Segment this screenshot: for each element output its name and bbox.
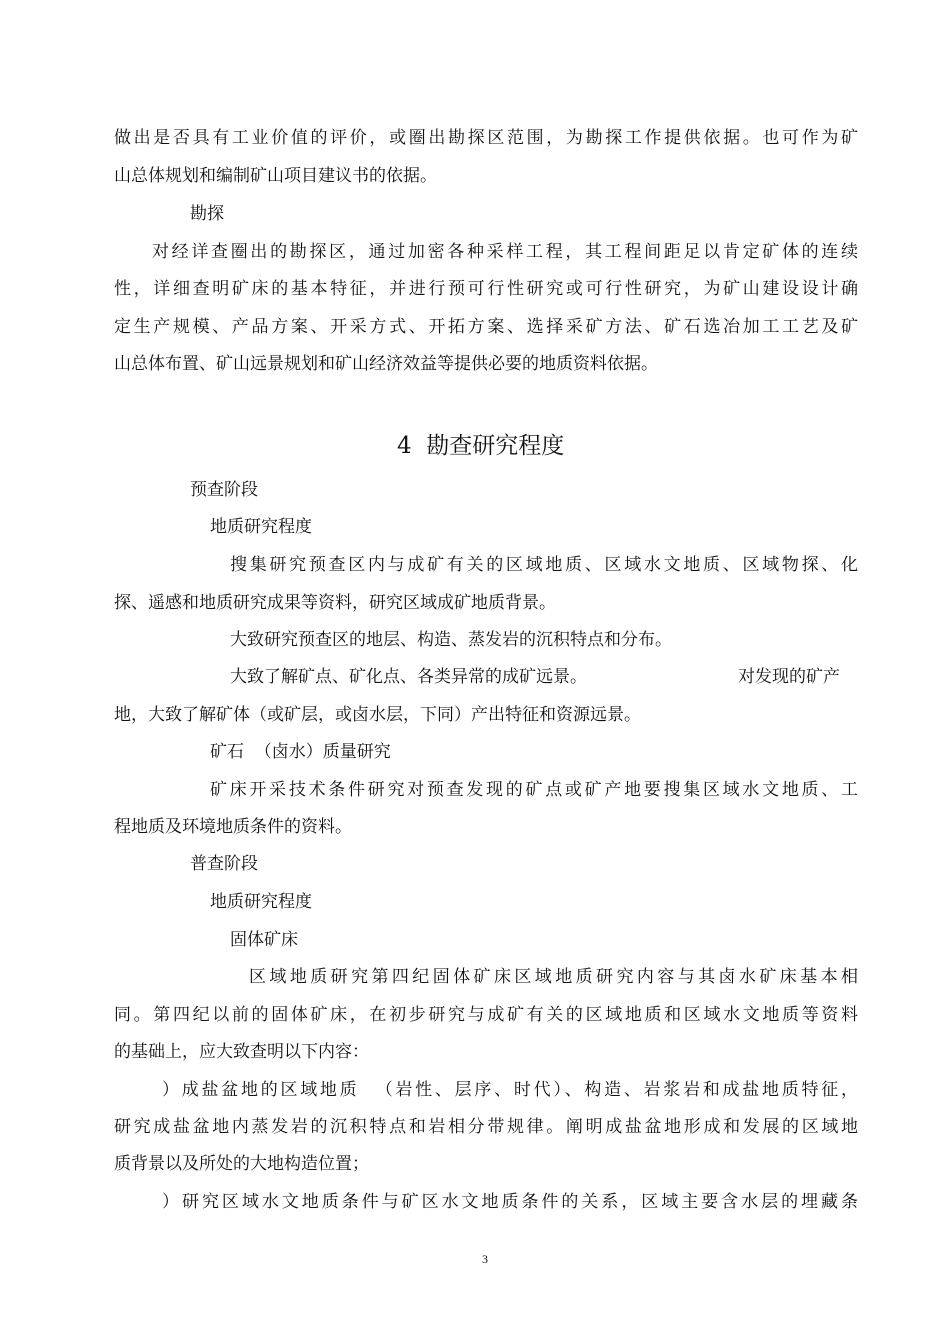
body-line: 山总体规划和编制矿山项目建议书的依据。 [114, 166, 437, 186]
body-line: 做出是否具有工业价值的评价，或圈出勘探区范围，为勘探工作提供依据。也可作为矿 [114, 128, 858, 148]
subheading: 矿石 （卤水）质量研究 [210, 742, 391, 762]
body-line: 区域地质研究第四纪固体矿床区域地质研究内容与其卤水矿床基本相 [249, 967, 858, 987]
subheading: 勘探 [190, 204, 224, 224]
body-line: 大致研究预查区的地层、构造、蒸发岩的沉积特点和分布。 [230, 630, 672, 650]
subheading: 地质研究程度 [210, 517, 312, 537]
subheading: 预查阶段 [190, 480, 258, 500]
subheading: 固体矿床 [230, 930, 298, 950]
body-line: 矿床开采技术条件研究对预查发现的矿点或矿产地要搜集区域水文地质、工 [210, 780, 858, 800]
body-line: 质背景以及所处的大地构造位置； [114, 1154, 369, 1174]
body-line: 搜集研究预查区内与成矿有关的区域地质、区域水文地质、区域物探、化 [230, 555, 858, 575]
body-line: ）研究区域水文地质条件与矿区水文地质条件的关系，区域主要含水层的埋藏条 [162, 1192, 858, 1212]
body-line: 对发现的矿产 [738, 667, 840, 687]
body-line: 研究成盐盆地内蒸发岩的沉积特点和岩相分带规律。阐明成盐盆地形成和发展的区域地 [114, 1117, 858, 1137]
section-heading: 4 勘查研究程度 [397, 433, 565, 459]
subheading: 普查阶段 [190, 854, 258, 874]
body-line: 对经详查圈出的勘探区，通过加密各种采样工程，其工程间距足以肯定矿体的连续 [152, 242, 858, 262]
subheading: 地质研究程度 [210, 892, 312, 912]
body-line: 地，大致了解矿体（或矿层，或卤水层，下同）产出特征和资源远景。 [114, 705, 641, 725]
body-line: 山总体布置、矿山远景规划和矿山经济效益等提供必要的地质资料依据。 [114, 354, 658, 374]
body-line: 程地质及环境地质条件的资料。 [114, 817, 352, 837]
body-line: 大致了解矿点、矿化点、各类异常的成矿远景。 [230, 667, 587, 687]
body-line: 的基础上，应大致查明以下内容： [114, 1042, 369, 1062]
page-number: 3 [482, 1252, 488, 1266]
body-line: 同。第四纪以前的固体矿床，在初步研究与成矿有关的区域地质和区域水文地质等资料 [114, 1005, 858, 1025]
body-line: ）成盐盆地的区域地质 （岩性、层序、时代）、构造、岩浆岩和成盐地质特征， [162, 1080, 858, 1100]
body-line: 探、遥感和地质研究成果等资料，研究区域成矿地质背景。 [114, 593, 556, 613]
body-line: 定生产规模、产品方案、开采方式、开拓方案、选择采矿方法、矿石选冶加工工艺及矿 [114, 317, 858, 337]
body-line: 性，详细查明矿床的基本特征，并进行预可行性研究或可行性研究，为矿山建设设计确 [114, 279, 858, 299]
